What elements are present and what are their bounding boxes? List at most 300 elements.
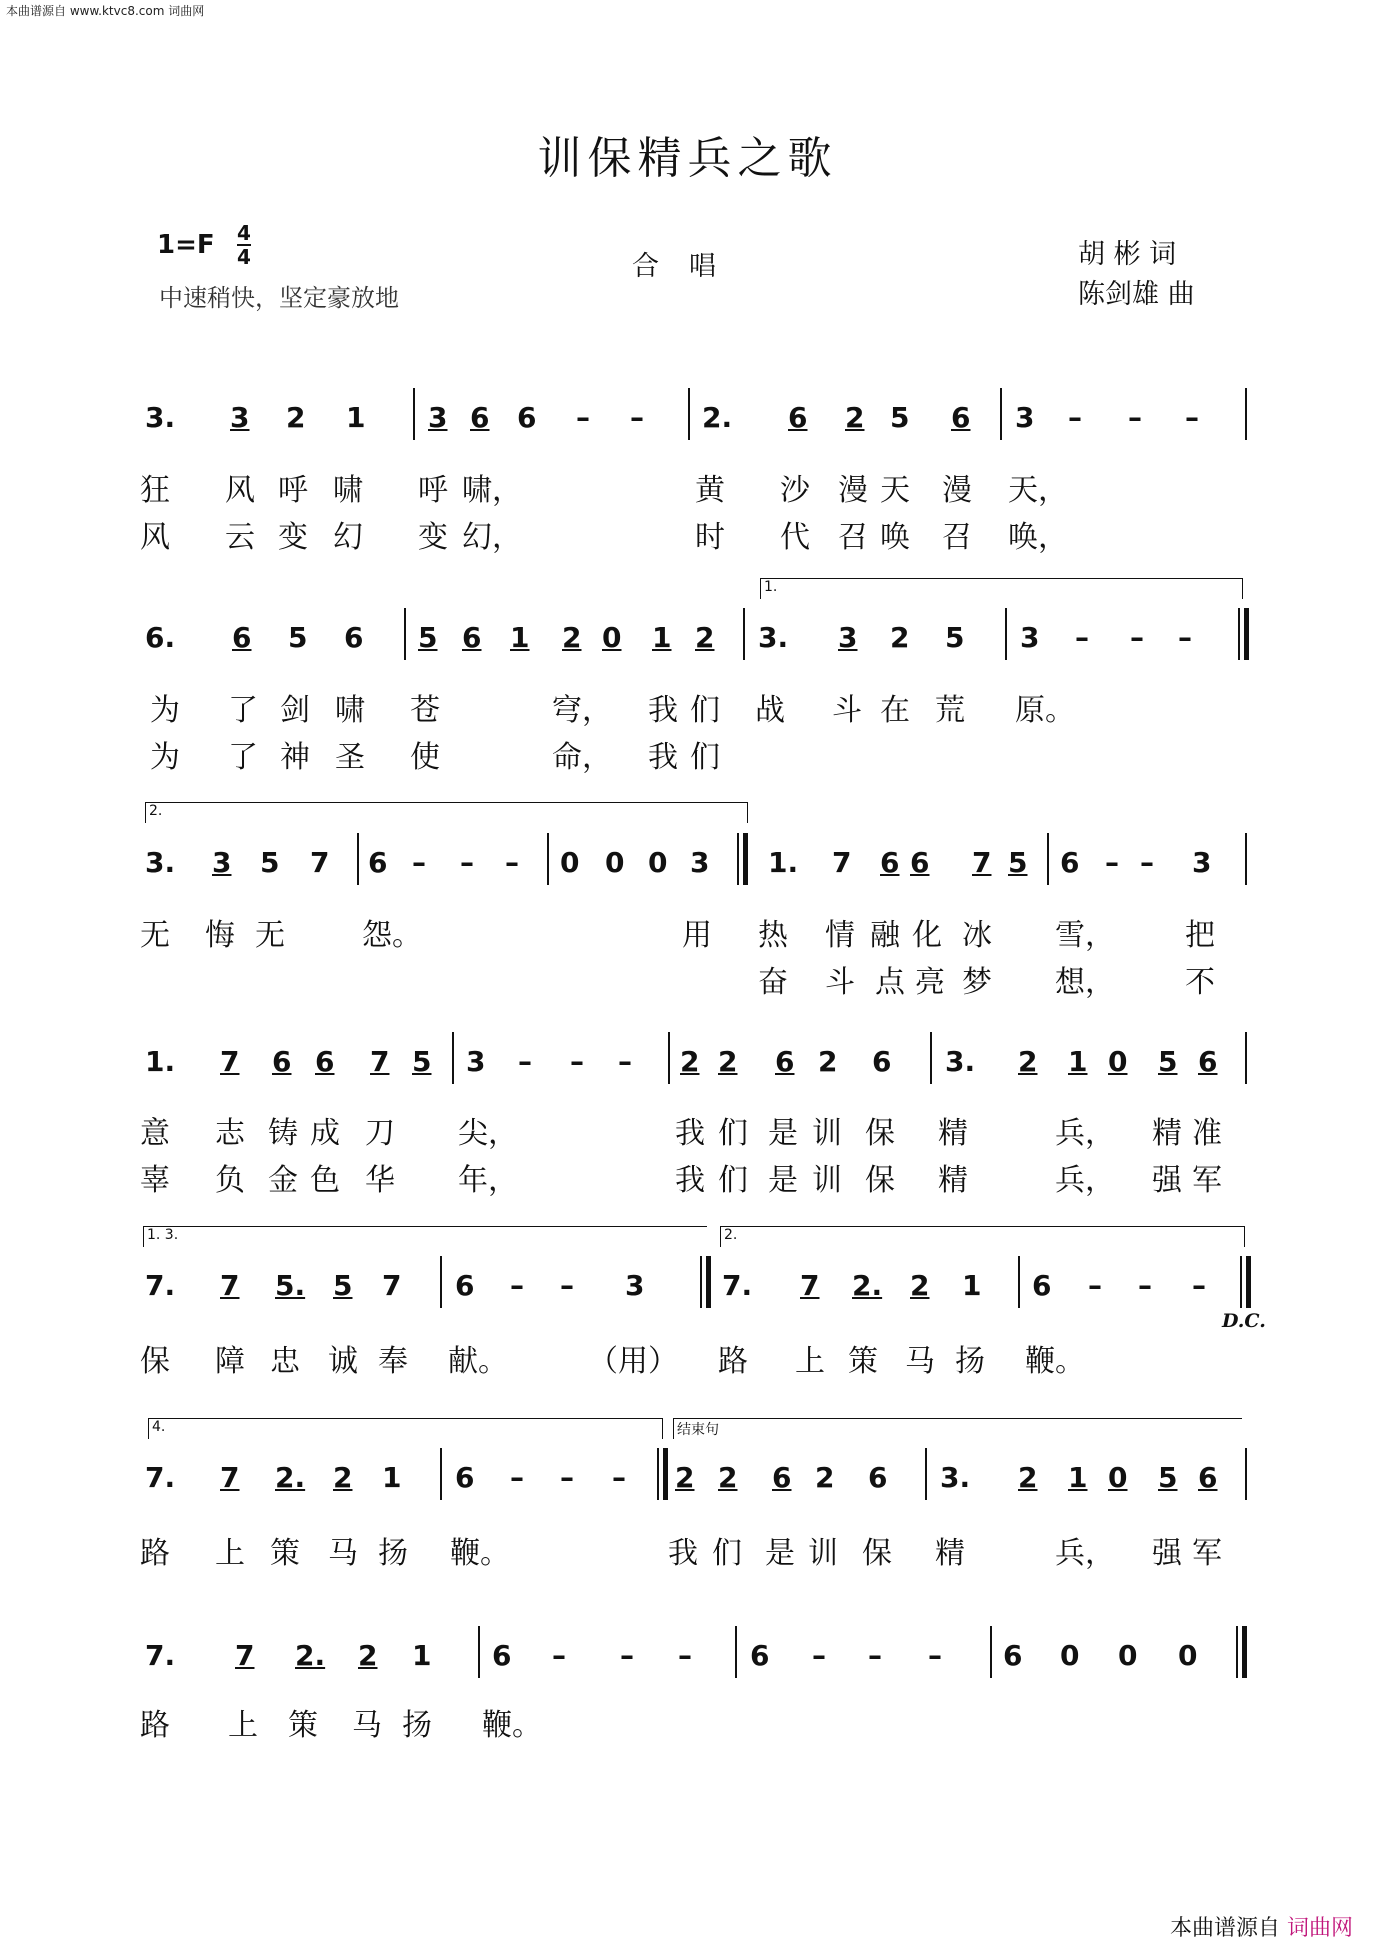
note: 6 [1060, 846, 1080, 879]
lyric: 变 [418, 520, 448, 555]
lyric: 为 [150, 740, 180, 775]
note: 6 [492, 1639, 512, 1672]
barline [547, 833, 549, 885]
lyric: 穹， [552, 693, 612, 728]
lyric: 扬 [402, 1708, 432, 1743]
lyricist-credit: 胡 彬 词 [1078, 239, 1177, 270]
note: 6 [868, 1461, 888, 1494]
barline [452, 1032, 454, 1084]
lyric: 训 [808, 1536, 838, 1571]
note: 2 [815, 1461, 835, 1494]
note: 3. [758, 621, 789, 654]
score-system-5 [0, 1266, 1375, 1316]
note: – [630, 401, 644, 434]
note: 6 [368, 846, 388, 879]
volta-2: 2. [145, 802, 748, 823]
note: – [1068, 401, 1082, 434]
note: 3 [428, 401, 448, 434]
repeat-barline-thick [1244, 608, 1249, 660]
lyric: 志 [215, 1116, 245, 1151]
note: – [620, 1639, 634, 1672]
note: 6 [750, 1639, 770, 1672]
final-barline [1236, 1626, 1238, 1678]
note: 6 [772, 1461, 792, 1494]
lyric: 天 [880, 473, 910, 508]
note: 6 [910, 846, 930, 879]
lyric: 路 [718, 1344, 748, 1379]
lyric: 召 [942, 520, 972, 555]
note: – [612, 1461, 626, 1494]
lyric: 是 [765, 1536, 795, 1571]
lyric: 强 [1152, 1536, 1182, 1571]
note: 6 [872, 1045, 892, 1078]
lyric: 为 [150, 693, 180, 728]
final-barline-thick [663, 1448, 668, 1500]
lyric: 兵， [1055, 1163, 1115, 1198]
note: – [678, 1639, 692, 1672]
note: 2 [718, 1461, 738, 1494]
time-top: 4 [237, 221, 251, 245]
note: 5. [275, 1269, 306, 1302]
lyric: 无 [140, 918, 170, 953]
note: – [1075, 621, 1089, 654]
lyric: 是 [768, 1116, 798, 1151]
lyric: 变 [278, 520, 308, 555]
lyric: 军 [1192, 1163, 1222, 1198]
note: 6 [462, 621, 482, 654]
lyric: 精 [1152, 1116, 1182, 1151]
note: – [1185, 401, 1199, 434]
repeat-barline [1238, 608, 1240, 660]
final-barline-thick [1242, 1626, 1247, 1678]
note: – [518, 1045, 532, 1078]
lyric: 黄 [695, 473, 725, 508]
lyric: 兵， [1055, 1116, 1115, 1151]
footer-source: 本曲谱源自 [1169, 1916, 1280, 1941]
note: 6 [315, 1045, 335, 1078]
voice-type: 合唱 [632, 251, 746, 282]
lyric: 原。 [1015, 693, 1075, 728]
note: 2 [910, 1269, 930, 1302]
score-system-1 [0, 398, 1375, 448]
note: 1. [768, 846, 799, 879]
lyric: 漫 [942, 473, 972, 508]
lyric: 上 [228, 1708, 258, 1743]
note: – [1088, 1269, 1102, 1302]
note: 1 [382, 1461, 402, 1494]
lyric: 忠 [270, 1344, 300, 1379]
lyric: 无 [255, 918, 285, 953]
lyric: 风 [140, 520, 170, 555]
note: – [928, 1639, 942, 1672]
lyric: 斗 [825, 965, 855, 1000]
final-barline [657, 1448, 659, 1500]
lyric: 路 [140, 1536, 170, 1571]
lyric: 啸 [333, 473, 363, 508]
lyric: 我 [675, 1163, 705, 1198]
lyric: 亮 [915, 965, 945, 1000]
note: 0 [1108, 1461, 1128, 1494]
lyric: 扬 [955, 1344, 985, 1379]
lyric: 点 [875, 965, 905, 1000]
note: – [560, 1269, 574, 1302]
score-system-7 [0, 1636, 1375, 1686]
lyric: 兵， [1055, 1536, 1115, 1571]
lyric: 军 [1192, 1536, 1222, 1571]
note: 1 [652, 621, 672, 654]
lyric: 漫 [838, 473, 868, 508]
note: – [570, 1045, 584, 1078]
note: 7 [800, 1269, 820, 1302]
lyric: 斗 [832, 693, 862, 728]
note: 7 [235, 1639, 255, 1672]
note: 2. [275, 1461, 306, 1494]
lyric: 想， [1055, 965, 1115, 1000]
lyric: 幻 [333, 520, 363, 555]
note: – [552, 1639, 566, 1672]
lyric: 幻， [462, 520, 522, 555]
repeat-barline-thick [706, 1256, 711, 1308]
barline [440, 1448, 442, 1500]
note: – [1140, 846, 1154, 879]
lyric: 们 [690, 740, 720, 775]
note: 6 [1198, 1045, 1218, 1078]
repeat-barline [737, 833, 739, 885]
note: 0 [648, 846, 668, 879]
lyric: 保 [865, 1163, 895, 1198]
lyric: 时 [695, 520, 725, 555]
lyric: 用 [682, 918, 712, 953]
lyric: 年， [458, 1163, 518, 1198]
key-signature: 1=F [157, 230, 215, 260]
lyric: 训 [812, 1163, 842, 1198]
lyric: 诚 [328, 1344, 358, 1379]
note: – [1130, 621, 1144, 654]
note: 5 [333, 1269, 353, 1302]
note: 1 [1068, 1461, 1088, 1494]
note: 0 [602, 621, 622, 654]
volta-1-3: 1. 3. [143, 1226, 707, 1247]
barline [1000, 388, 1002, 440]
note: – [1128, 401, 1142, 434]
lyric: 神 [280, 740, 310, 775]
lyric: 精 [938, 1116, 968, 1151]
lyric: 剑 [280, 693, 310, 728]
lyric: 我 [668, 1536, 698, 1571]
barline [1245, 1032, 1247, 1084]
note: 3 [1015, 401, 1035, 434]
lyric: 荒 [935, 693, 965, 728]
lyric: 悔 [205, 918, 235, 953]
repeat-barline [700, 1256, 702, 1308]
lyric: 意 [140, 1116, 170, 1151]
lyric: 我 [648, 740, 678, 775]
note: 0 [605, 846, 625, 879]
lyric: 障 [215, 1344, 245, 1379]
barline [668, 1032, 670, 1084]
note: 6 [1032, 1269, 1052, 1302]
lyric: 献。 [448, 1344, 508, 1379]
note: 3 [838, 621, 858, 654]
lyric: 怨。 [362, 918, 422, 953]
lyric: 唤， [1008, 520, 1068, 555]
lyric: 代 [780, 520, 810, 555]
lyric: 呼 [418, 473, 448, 508]
note: 1 [510, 621, 530, 654]
barline [357, 833, 359, 885]
note: 7. [722, 1269, 753, 1302]
lyric: 们 [718, 1116, 748, 1151]
lyric: 马 [352, 1708, 382, 1743]
lyric: 融 [870, 918, 900, 953]
lyric: 化 [912, 918, 942, 953]
note: 2 [718, 1045, 738, 1078]
lyric: 强 [1152, 1163, 1182, 1198]
note: 2 [675, 1461, 695, 1494]
lyric: 金 [268, 1163, 298, 1198]
note: 7 [832, 846, 852, 879]
lyric: （用） [588, 1344, 678, 1379]
note: – [1105, 846, 1119, 879]
note: 1 [346, 401, 366, 434]
note: 6 [775, 1045, 795, 1078]
lyric: 鞭。 [1025, 1344, 1085, 1379]
note: 2. [702, 401, 733, 434]
lyric: 们 [712, 1536, 742, 1571]
note: 7 [382, 1269, 402, 1302]
note: 2 [818, 1045, 838, 1078]
note: 1 [412, 1639, 432, 1672]
lyric: 准 [1192, 1116, 1222, 1151]
footer-watermark [1170, 1911, 1353, 1942]
lyric: 保 [865, 1116, 895, 1151]
note: 3 [212, 846, 232, 879]
note: 2 [890, 621, 910, 654]
lyric: 使 [410, 740, 440, 775]
note: 3 [1192, 846, 1212, 879]
note: 0 [560, 846, 580, 879]
lyric: 策 [270, 1536, 300, 1571]
note: 6 [1198, 1461, 1218, 1494]
lyric: 色 [310, 1163, 340, 1198]
barline [1005, 608, 1007, 660]
note: 7 [972, 846, 992, 879]
note: 3 [625, 1269, 645, 1302]
note: 6 [344, 621, 364, 654]
note: 3. [945, 1045, 976, 1078]
note: 0 [1178, 1639, 1198, 1672]
note: 6 [470, 401, 490, 434]
repeat-barline-thick [743, 833, 748, 885]
barline [404, 608, 406, 660]
time-bottom: 4 [237, 245, 251, 269]
note: 5 [412, 1045, 432, 1078]
note: 7. [145, 1639, 176, 1672]
note: – [505, 846, 519, 879]
lyric: 沙 [780, 473, 810, 508]
note: 5 [945, 621, 965, 654]
time-signature [237, 222, 251, 268]
lyric: 啸 [335, 693, 365, 728]
lyric: 上 [215, 1536, 245, 1571]
lyric: 了 [228, 740, 258, 775]
barline [735, 1626, 737, 1678]
lyric: 鞭。 [450, 1536, 510, 1571]
note: 6 [880, 846, 900, 879]
note: – [1192, 1269, 1206, 1302]
note: 2 [358, 1639, 378, 1672]
lyric: 策 [848, 1344, 878, 1379]
lyric: 呼 [278, 473, 308, 508]
lyric: 召 [838, 520, 868, 555]
volta-4: 4. [148, 1418, 663, 1439]
lyric: 圣 [335, 740, 365, 775]
note: 2. [295, 1639, 326, 1672]
tempo-marking: 中速稍快，坚定豪放地 [159, 284, 399, 312]
note: 1. [145, 1045, 176, 1078]
song-title: 训保精兵之歌 [537, 133, 838, 184]
da-capo: D.C. [1222, 1310, 1266, 1332]
note: – [510, 1461, 524, 1494]
lyric: 马 [328, 1536, 358, 1571]
lyric: 热 [758, 918, 788, 953]
note: 0 [1108, 1045, 1128, 1078]
lyric: 不 [1185, 965, 1215, 1000]
note: – [1138, 1269, 1152, 1302]
lyric: 马 [905, 1344, 935, 1379]
note: 1 [962, 1269, 982, 1302]
note: 6 [788, 401, 808, 434]
note: 5 [1158, 1461, 1178, 1494]
volta-ending: 结束句 [673, 1418, 1242, 1439]
final-barline-thick [1246, 1256, 1251, 1308]
lyric: 狂 [140, 473, 170, 508]
note: 5 [1008, 846, 1028, 879]
note: 2 [845, 401, 865, 434]
lyric: 精 [938, 1163, 968, 1198]
lyric: 啸， [462, 473, 522, 508]
note: – [510, 1269, 524, 1302]
lyric: 负 [215, 1163, 245, 1198]
lyric: 我 [675, 1116, 705, 1151]
lyric: 辜 [140, 1163, 170, 1198]
lyric: 扬 [378, 1536, 408, 1571]
lyric: 成 [310, 1116, 340, 1151]
lyric: 唤 [880, 520, 910, 555]
note: 5 [260, 846, 280, 879]
score-system-6 [0, 1458, 1375, 1508]
footer-site-link[interactable]: 词曲网 [1286, 1916, 1353, 1941]
barline [1047, 833, 1049, 885]
barline [930, 1032, 932, 1084]
note: 2 [562, 621, 582, 654]
note: 5 [890, 401, 910, 434]
note: 2 [333, 1461, 353, 1494]
lyric: 风 [225, 473, 255, 508]
lyric: 冰 [962, 918, 992, 953]
note: 6 [272, 1045, 292, 1078]
note: 3 [230, 401, 250, 434]
lyric: 命， [552, 740, 612, 775]
note: 7. [145, 1269, 176, 1302]
note: 5 [1158, 1045, 1178, 1078]
lyric: 路 [140, 1708, 170, 1743]
note: – [412, 846, 426, 879]
lyric: 精 [935, 1536, 965, 1571]
note: 0 [1060, 1639, 1080, 1672]
note: 2 [286, 401, 306, 434]
note: 6 [517, 401, 537, 434]
barline [440, 1256, 442, 1308]
lyric: 战 [755, 693, 785, 728]
lyric: 在 [880, 693, 910, 728]
lyric: 奉 [378, 1344, 408, 1379]
lyric: 尖， [458, 1116, 518, 1151]
lyric: 梦 [962, 965, 992, 1000]
barline [743, 608, 745, 660]
note: 3. [145, 846, 176, 879]
note: 2. [852, 1269, 883, 1302]
note: 6 [951, 401, 971, 434]
note: 2 [680, 1045, 700, 1078]
note: 7 [220, 1461, 240, 1494]
barline [413, 388, 415, 440]
note: 6 [1003, 1639, 1023, 1672]
barline [925, 1448, 927, 1500]
note: 2 [695, 621, 715, 654]
note: – [460, 846, 474, 879]
score-system-3 [0, 843, 1375, 893]
lyric: 把 [1185, 918, 1215, 953]
lyric: 们 [690, 693, 720, 728]
barline [990, 1626, 992, 1678]
note: – [812, 1639, 826, 1672]
note: 0 [1118, 1639, 1138, 1672]
note: 3. [145, 401, 176, 434]
barline [1245, 1448, 1247, 1500]
lyric: 是 [768, 1163, 798, 1198]
note: 3 [690, 846, 710, 879]
note: 7 [370, 1045, 390, 1078]
lyric: 雪， [1055, 918, 1115, 953]
score-system-4 [0, 1042, 1375, 1092]
lyric: 保 [140, 1344, 170, 1379]
lyric: 鞭。 [482, 1708, 542, 1743]
lyric: 云 [225, 520, 255, 555]
note: 6 [455, 1461, 475, 1494]
lyric: 苍 [410, 693, 440, 728]
volta-2b: 2. [720, 1226, 1245, 1247]
barline [1245, 388, 1247, 440]
composer-credit: 陈剑雄 曲 [1078, 279, 1195, 310]
lyric: 保 [862, 1536, 892, 1571]
note: 2 [1018, 1045, 1038, 1078]
note: 7 [220, 1045, 240, 1078]
note: – [560, 1461, 574, 1494]
final-barline [1240, 1256, 1242, 1308]
barline [1245, 833, 1247, 885]
note: 5 [288, 621, 308, 654]
lyric: 情 [825, 918, 855, 953]
note: 5 [418, 621, 438, 654]
note: 7 [220, 1269, 240, 1302]
lyric: 我 [648, 693, 678, 728]
note: 6 [232, 621, 252, 654]
note: 6. [145, 621, 176, 654]
note: 7 [310, 846, 330, 879]
lyric: 了 [228, 693, 258, 728]
note: – [868, 1639, 882, 1672]
